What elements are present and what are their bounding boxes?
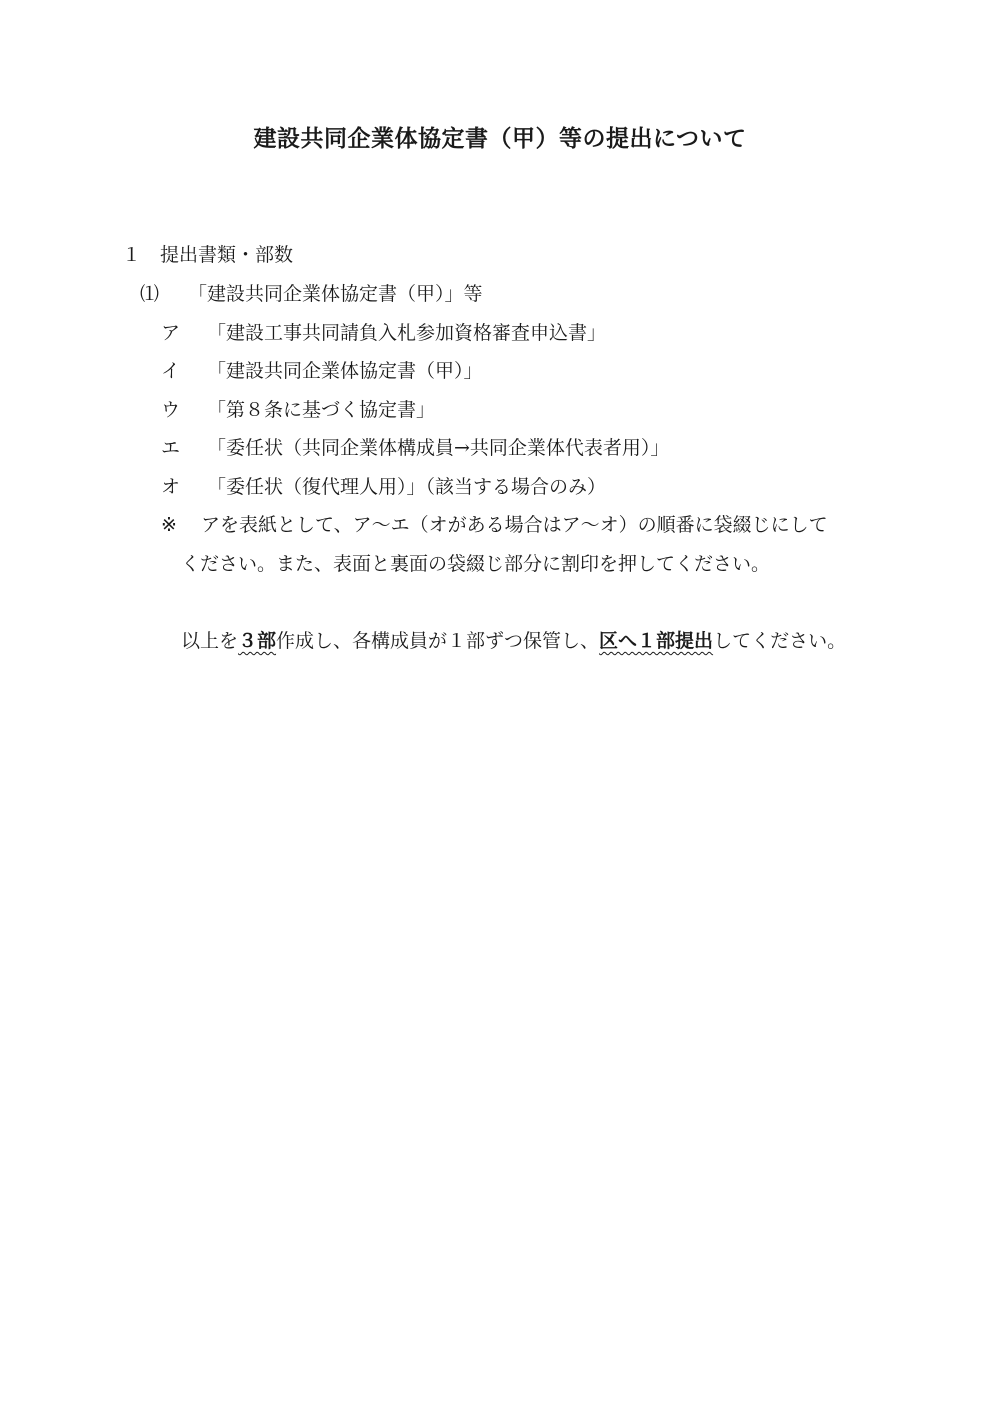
list-item-text: 「委任状（共同企業体構成員→共同企業体代表者用）」 xyxy=(207,437,670,459)
list-item-e xyxy=(161,436,669,460)
subsection-1-heading: 「建設共同企業体協定書（甲）」等 xyxy=(188,283,483,305)
list-item-marker: ウ xyxy=(161,399,181,421)
list-item-a xyxy=(161,321,606,345)
closing-text-3: してください。 xyxy=(713,630,847,652)
note-text-2: ください。また、表面と裏面の袋綴じ部分に割印を押してください。 xyxy=(181,553,771,575)
list-item-text: 「第８条に基づく協定書」 xyxy=(207,399,436,421)
submission-emphasis: 区へ１部提出 xyxy=(599,630,714,652)
list-item-marker: イ xyxy=(161,360,181,382)
list-item-o xyxy=(161,475,606,499)
subsection-1 xyxy=(140,282,483,306)
subsection-1-number: ⑴ xyxy=(140,283,160,305)
note-line-1 xyxy=(161,513,828,537)
document-title: 建設共同企業体協定書（甲）等の提出について xyxy=(253,125,747,152)
section-1-number: １ xyxy=(122,244,142,266)
note-text-1: アを表紙として、ア～エ（オがある場合はア～オ）の順番に袋綴じにして xyxy=(201,514,828,536)
closing-paragraph xyxy=(181,629,846,653)
list-item-marker: ア xyxy=(161,322,181,344)
section-1-heading: 提出書類・部数 xyxy=(160,244,294,266)
list-item-text: 「建設工事共同請負入札参加資格審査申込書」 xyxy=(207,322,607,344)
closing-text-2: 作成し、各構成員が１部ずつ保管し、 xyxy=(276,630,600,652)
note-line-2 xyxy=(181,552,770,576)
list-item-i xyxy=(161,359,483,383)
list-item-text: 「委任状（復代理人用）」（該当する場合のみ） xyxy=(207,476,607,498)
list-item-marker: エ xyxy=(161,437,181,459)
note-marker: ※ xyxy=(161,514,177,536)
list-item-text: 「建設共同企業体協定書（甲）」 xyxy=(207,360,483,382)
section-1 xyxy=(122,243,293,267)
closing-text-1: 以上を xyxy=(181,630,239,652)
list-item-u xyxy=(161,398,435,422)
list-item-marker: オ xyxy=(161,476,181,498)
copies-emphasis: ３部 xyxy=(238,630,277,652)
